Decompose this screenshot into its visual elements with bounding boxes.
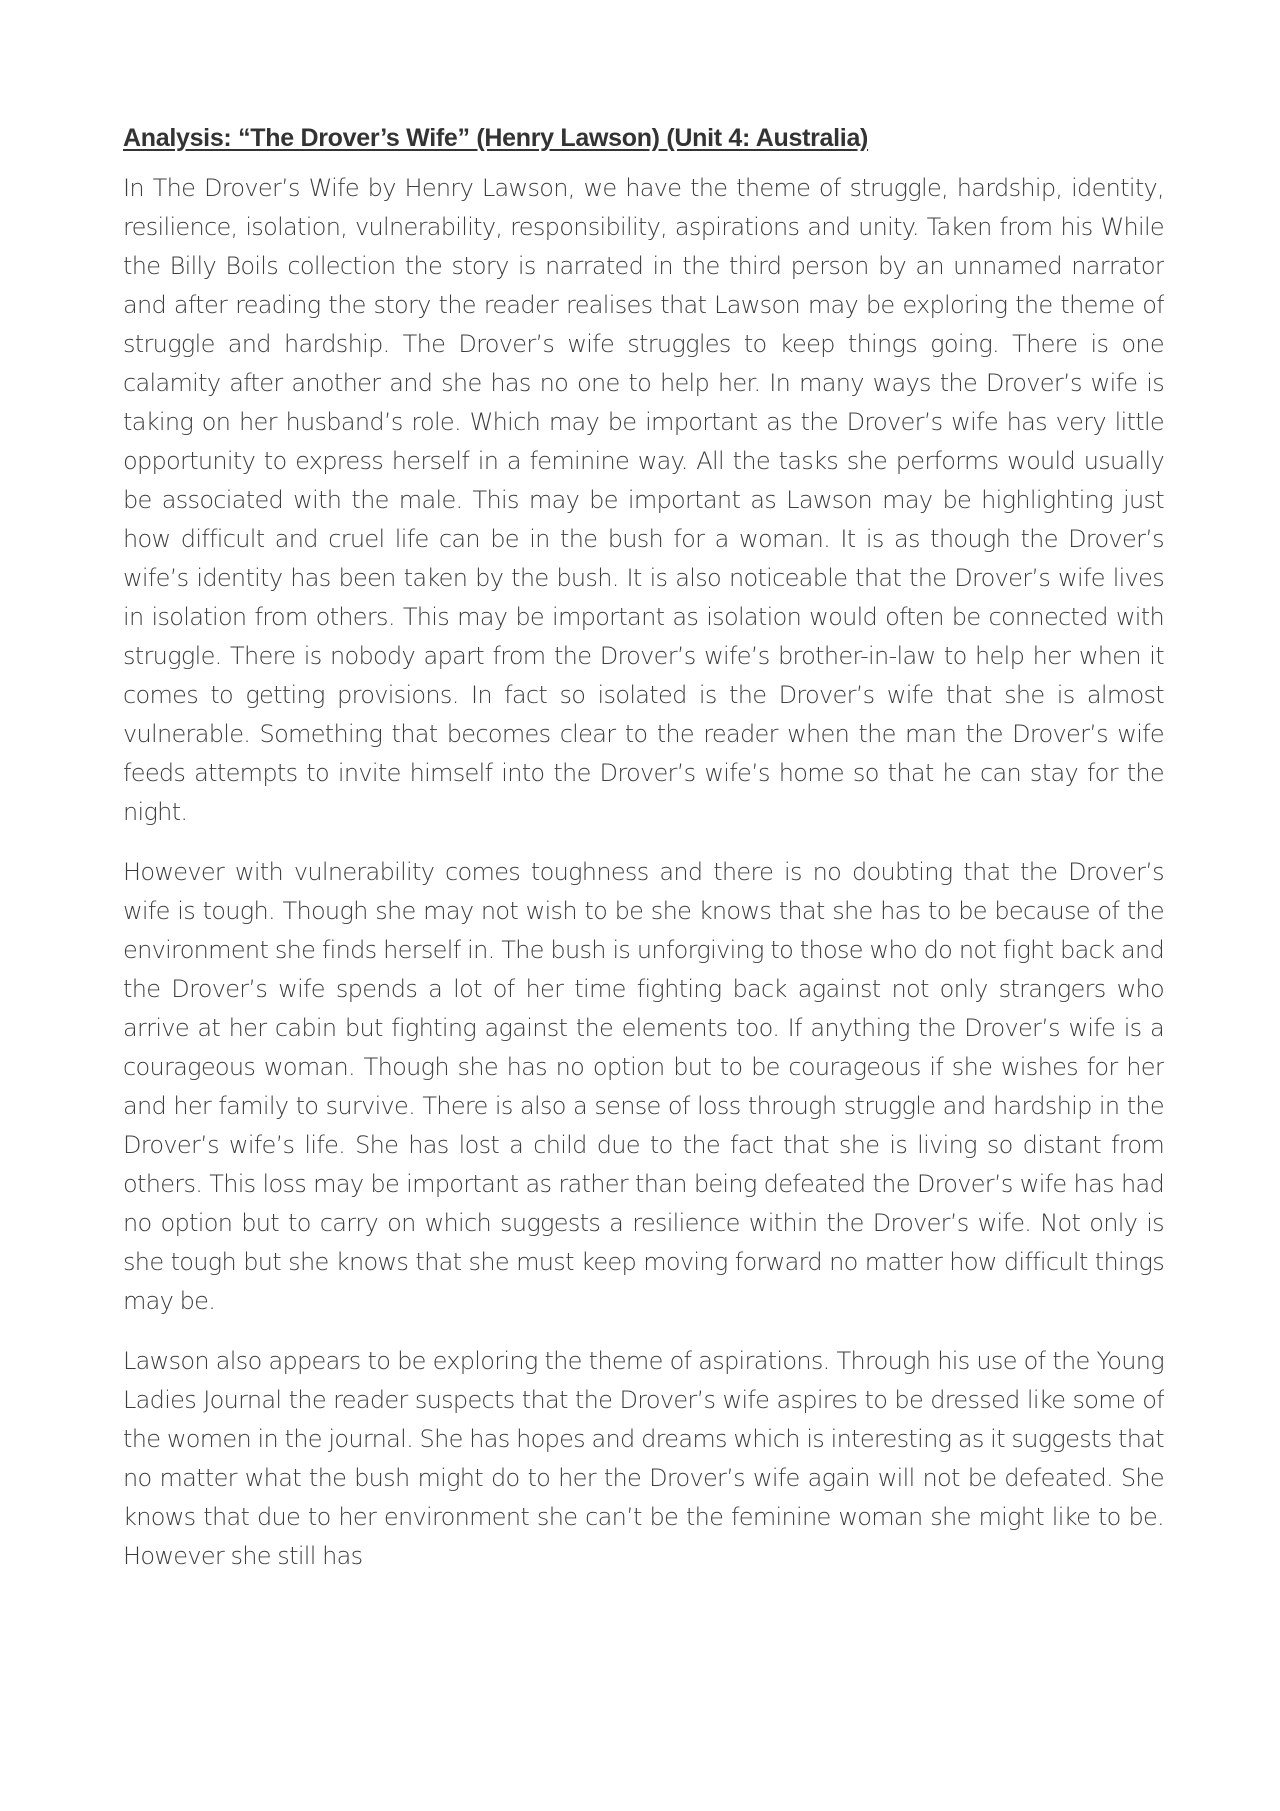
- paragraph-1: In The Drover’s Wife by Henry Lawson, we have the theme of struggle, hardship, identity, resilience, isolation, vulnerability, responsibility, aspirations and unity. Taken from his While the Billy Boils collection the story is narrated in the third person by an unnamed narrator and after reading the story the reader realises that Lawson may be exploring the theme of struggle and hardship. The Drover’s wife struggles to keep things going. There is one calamity after another and she has no one to help her. In many ways the Drover’s wife is taking on her husband’s role. Which may be important as the Drover’s wife has very little opportunity to express herself in a feminine way. All the tasks she performs would usually be associated with the male. This may be important as Lawson may be highlighting just how difficult and cruel life can be in the bush for a woman. It is as though the Drover’s wife’s identity has been taken by the bush. It is also noticeable that the Drover’s wife lives in isolation from others. This may be important as isolation would often be connected with struggle. There is nobody apart from the Drover’s wife’s brother-in-law to help her when it comes to getting provisions. In fact so isolated is the Drover’s wife that she is almost vulnerable. Something that becomes clear to the reader when the man the Drover’s wife feeds attempts to invite himself into the Drover’s wife’s home so that he can stay for the night.: [123, 174, 1164, 826]
- document-title: Analysis: “The Drover’s Wife” (Henry Lawson) (Unit 4: Australia): [123, 124, 869, 152]
- paragraph-3: Lawson also appears to be exploring the theme of aspirations. Through his use of the Young Ladies Journal the reader suspects that the Drover’s wife aspires to be dressed like some of the women in the journal. She has hopes and dreams which is interesting as it suggests that no matter what the bush might do to her the Drover’s wife again will not be defeated. She knows that due to her environment she can’t be the feminine woman she might like to be. However she still has: [123, 1347, 1164, 1570]
- paragraph-2: However with vulnerability comes toughness and there is no doubting that the Drover’s wife is tough. Though she may not wish to be she knows that she has to be because of the environment she finds herself in. The bush is unforgiving to those who do not fight back and the Drover’s wife spends a lot of her time fighting back against not only strangers who arrive at her cabin but fighting against the elements too. If anything the Drover’s wife is a courageous woman. Though she has no option but to be courageous if she wishes for her and her family to survive. There is also a sense of loss through struggle and hardship in the Drover’s wife’s life. She has lost a child due to the fact that she is living so distant from others. This loss may be important as rather than being defeated the Drover’s wife has had no option but to carry on which suggests a resilience within the Drover’s wife. Not only is she tough but she knows that she must keep moving forward no matter how difficult things may be.: [123, 858, 1164, 1315]
- document-body: [123, 121, 1164, 1597]
